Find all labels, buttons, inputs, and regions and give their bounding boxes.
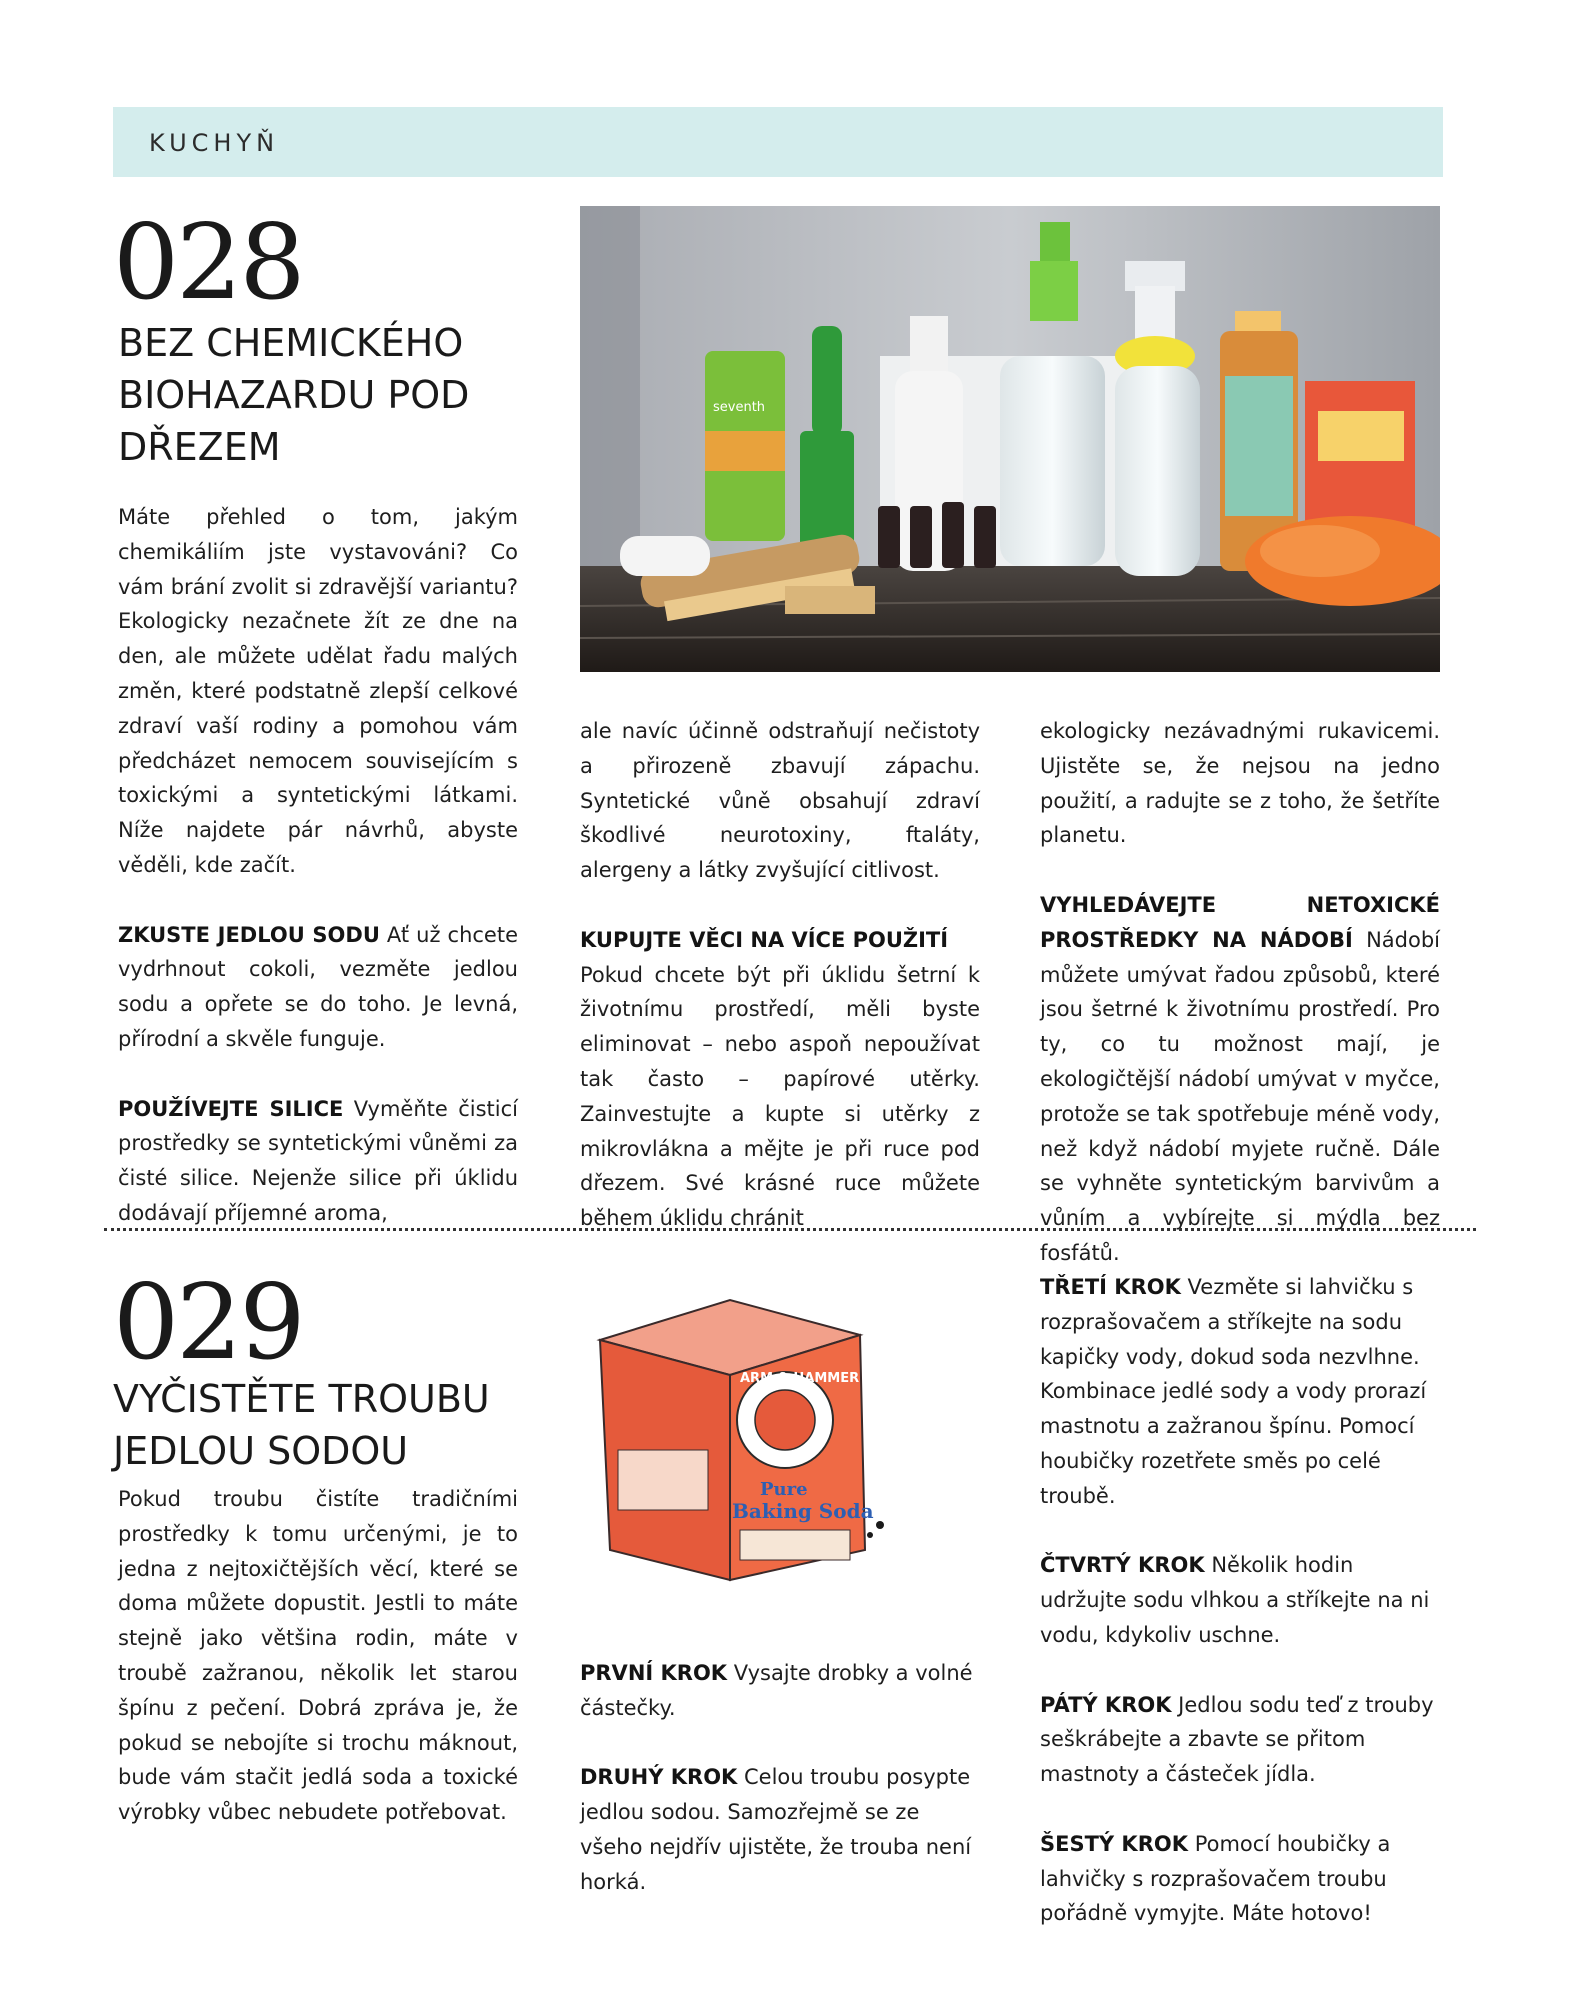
section-029-column-1 xyxy=(118,1482,518,1830)
section-title-028 xyxy=(118,317,469,473)
title-line: BIOHAZARDU POD xyxy=(118,373,470,417)
step-text: Vysajte drobky a volné částečky. xyxy=(580,1661,973,1720)
section-number-028: 028 xyxy=(113,201,303,323)
cleaning-supplies-photo xyxy=(580,206,1440,672)
section-title-029 xyxy=(113,1373,490,1477)
step-heading: TŘETÍ KROK xyxy=(1040,1275,1181,1299)
title-line: JEDLOU SODOU xyxy=(113,1429,409,1473)
tip-paragraph xyxy=(1040,888,1440,1271)
step-heading: DRUHÝ KROK xyxy=(580,1765,738,1790)
step-text: Pomocí houbičky a lahvičky s rozprašovačem troubu pořádně vymyjte. Máte hotovo! xyxy=(1040,1831,1391,1926)
section-header-bar xyxy=(113,107,1443,177)
step-text: Celou troubu posypte jedlou sodou. Samozřejmě se ze všeho nejdřív ujistěte, že trouba není horká. xyxy=(580,1765,972,1894)
sketch-brand-text: ARM & HAMMER xyxy=(740,1371,860,1386)
tip-paragraph xyxy=(118,918,518,1057)
tip-text: Pokud chcete být při úklidu šetrní k životnímu prostředí, měli byste eliminovat – nebo aspoň nepoužívat tak často – papírové utěrky. Zainvestujte a kupte si utěrky z mikrovlákna a mějte je při ruce pod dřezem. Své krásné ruce můžete během úklidu chránit xyxy=(580,962,980,1231)
step-heading: PÁTÝ KROK xyxy=(1040,1692,1172,1717)
sketch-product-text: Baking Soda xyxy=(732,1499,874,1523)
continued-paragraph: ekologicky nezávadnými rukavicemi. Ujistěte se, že nejsou na jedno použití, a radujte se z toho, že šetříte planetu. xyxy=(1040,719,1440,848)
section-divider xyxy=(104,1228,1476,1231)
tip-heading: KUPUJTE VĚCI NA VÍCE POUŽITÍ xyxy=(580,927,949,952)
step-paragraph xyxy=(580,1760,980,1899)
title-line: VYČISTĚTE TROUBU xyxy=(113,1377,490,1421)
title-line: DŘEZEM xyxy=(118,425,281,469)
tip-paragraph xyxy=(580,923,980,1236)
svg-text:seventh: seventh xyxy=(713,400,766,415)
title-line: BEZ CHEMICKÉHO xyxy=(118,321,464,365)
header-label: KUCHYŇ xyxy=(149,129,280,157)
step-paragraph xyxy=(1040,1270,1440,1514)
step-paragraph xyxy=(580,1656,980,1726)
tip-heading: POUŽÍVEJTE SILICE xyxy=(118,1096,344,1121)
baking-soda-sketch xyxy=(580,1280,910,1610)
tip-paragraph xyxy=(118,1092,518,1231)
tip-heading: VYHLEDÁVEJTE NETOXICKÉ PROSTŘEDKY NA NÁDOBÍ xyxy=(1040,892,1440,952)
section-028-column-3 xyxy=(1040,714,1440,1271)
tip-text: Nádobí můžete umývat řadou způsobů, které jsou šetrné k životnímu prostředí. Pro ty, co tu možnost mají, je ekologičtější nádobí umývat v myčce, protože se tak spotřebuje méně vody, než když nádobí myjete ručně. Dále se vyhněte syntetickým barvivům a vůním a vybírejte si mýdla bez fosfátů. xyxy=(1040,927,1440,1265)
sketch-pure-text: Pure xyxy=(760,1479,808,1500)
step-heading: ČTVRTÝ KROK xyxy=(1040,1553,1205,1578)
step-paragraph xyxy=(1040,1688,1440,1792)
step-heading: ŠESTÝ KROK xyxy=(1040,1831,1189,1856)
section-029-column-3 xyxy=(1040,1270,1440,1931)
step-text: Několik hodin udržujte sodu vlhkou a stříkejte na ni vodu, kdykoliv uschne. xyxy=(1040,1553,1430,1647)
step-text: Vezměte si lahvičku s rozprašovačem a stříkejte na sodu kapičky vody, dokud soda nezvlhne. Kombinace jedlé sody a vody prorazí mastnotu a zažranou špínu. Pomocí houbičky rozetřete směs po celé troubě. xyxy=(1040,1275,1427,1508)
continued-paragraph: ale navíc účinně odstraňují nečistoty a přirozeně zbavují zápachu. Syntetické vůně obsahují zdraví škodlivé neurotoxiny, ftaláty, alergeny a látky zvyšující citlivost. xyxy=(580,719,980,883)
section-028-column-2 xyxy=(580,714,980,1236)
tip-text: Ať už chcete vydrhnout cokoli, vezměte jedlou sodu a opřete se do toho. Je levná, přírodní a skvěle funguje. xyxy=(118,922,518,1051)
step-text: Jedlou sodu teď z trouby seškrábejte a zbavte se přitom mastnoty a částeček jídla. xyxy=(1040,1692,1434,1787)
section-number-029: 029 xyxy=(113,1261,303,1383)
tip-heading: ZKUSTE JEDLOU SODU xyxy=(118,922,380,947)
step-heading: PRVNÍ KROK xyxy=(580,1661,728,1685)
step-paragraph xyxy=(1040,1548,1440,1652)
step-paragraph xyxy=(1040,1827,1440,1931)
section-028-column-1 xyxy=(118,500,518,1231)
intro-paragraph: Pokud troubu čistíte tradičními prostředky k tomu určenými, je to jedna z nejtoxičtějších věcí, které se doma můžete dopustit. Jestli to máte stejně jako většina rodin, máte v troubě zažranou, několik let starou špínu z pečení. Dobrá zpráva je, že pokud se nebojíte si trochu máknout, bude vám stačit jedlá soda a toxické výrobky vůbec nebudete potřebovat. xyxy=(118,1487,518,1825)
intro-paragraph: Máte přehled o tom, jakým chemikáliím jste vystavováni? Co vám brání zvolit si zdravější variantu? Ekologicky nezačnete žít ze dne na den, ale můžete udělat řadu malých změn, které podstatně zlepší celkové zdraví vaší rodiny a pomohou vám předcházet nemocem souvisejícím s toxickými a syntetickými látkami. Níže najdete pár návrhů, abyste věděli, kde začít. xyxy=(118,505,518,877)
tip-text: Vyměňte čisticí prostředky se syntetickými vůněmi za čisté silice. Nejenže silice při úklidu dodávají příjemné aroma, xyxy=(118,1096,518,1225)
section-029-column-2 xyxy=(580,1656,980,1900)
